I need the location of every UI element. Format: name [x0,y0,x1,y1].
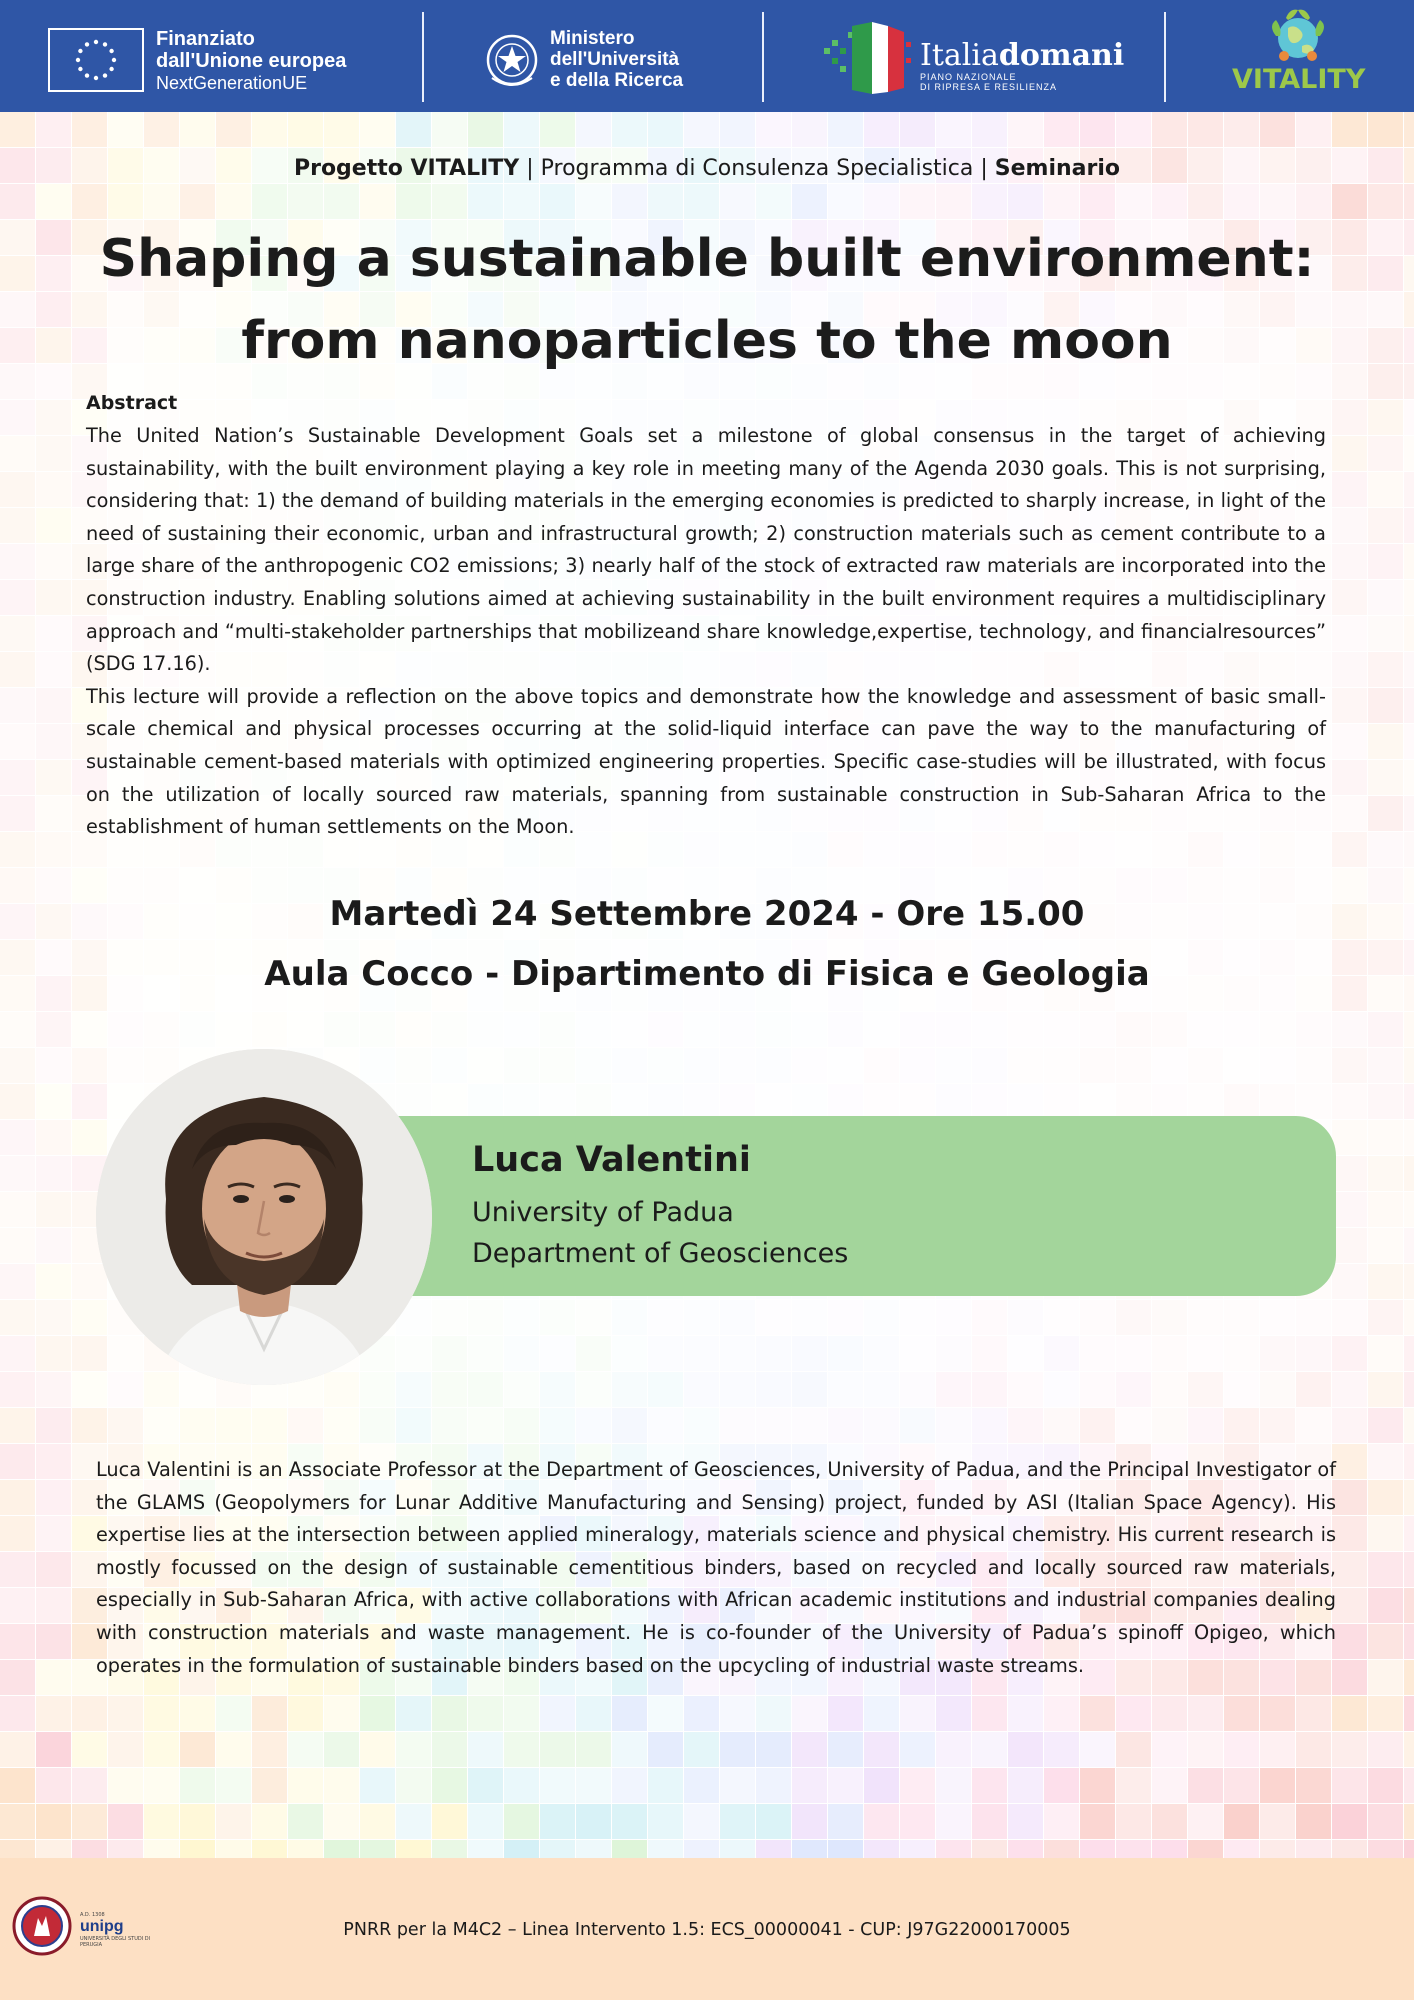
ministry-line-2: dell'Università [550,49,680,70]
kicker-project: Progetto VITALITY [293,156,520,181]
abstract-heading: Abstract [86,392,178,414]
italiadomani-word-light: Italia [920,38,999,73]
title-line-2: from nanoparticles to the moon [241,311,1173,371]
ministry-line-1: Ministero [550,28,635,49]
funding-reference: PNRR per la M4C2 – Linea Intervento 1.5: ECS_00000041 - CUP: J97G22000170005 [343,1920,1071,1940]
page-title [80,218,1334,382]
speaker-affiliation [472,1192,848,1274]
italiadomani-sub-1: PIANO NAZIONALE [920,72,1017,82]
speaker-bio: Luca Valentini is an Associate Professor at the Department of Geosciences, University of Padua, and the Principal Investigator of the GLAMS (Geopolymers for Lunar Additive Manufacturing and Sensing) project, funded by ASI (Italian Space Agency). His expertise lies at the intersection between applied mineralogy, materials science and physical chemistry. His current research is mostly focussed on the design of sustainable cementitious binders, based on recycled and locally sourced raw materials, especially in Sub-Saharan Africa, with active collaborations with African academic institutions and industrial companies dealing with construction materials and waste management. He is co-founder of the University of Padua’s spinoff Opigeo, which operates in the formulation of sustainable binders based on the upcycling of industrial waste streams. [96,1458,1336,1677]
eu-line-3: NextGenerationUE [156,73,308,93]
ministry-line-3: e della Ricerca [550,70,684,91]
eu-line-1: Finanziato [156,28,255,50]
speaker-name: Luca Valentini [472,1140,751,1180]
event-date: Martedì 24 Settembre 2024 - Ore 15.00 [329,894,1085,934]
unipg-subtitle: UNIVERSITÀ DEGLI STUDI DI PERUGIA [80,1936,151,1948]
vitality-wordmark: VITALITY [1232,64,1366,95]
abstract-paragraph-2: This lecture will provide a reflection on the above topics and demonstrate how the knowledge and assessment of basic small-scale chemical and physical processes occurring at the solid-liquid interface can pave the way to the manufacturing of sustainable cement-based materials with optimized engineering properties. Specific case-studies will be illustrated, with focus on the utilization of locally sourced raw materials, spanning from sustainable construction in Sub-Saharan Africa to the establishment of human settlements on the Moon. [86,684,1326,839]
abstract-body [86,420,1326,844]
abstract-paragraph-1: The United Nation’s Sustainable Development Goals set a milestone of global consensus in the target of achieving sustainability, with the built environment playing a key role in meeting many of the Agenda 2030 goals. This is not surprising, considering that: 1) the demand of building materials in the emerging economies is predicted to sharply increase, in light of the need of sustaining their economic, urban and infrastructural growth; 2) construction materials such as cement contribute to a large share of the anthropogenic CO2 emissions; 3) nearly half of the stock of extracted raw materials are incorporated into the construction industry. Enabling solutions aimed at achieving sustainability in the built environment requires a multidisciplinary approach and “multi-stakeholder partnerships that mobilizeand share knowledge,expertise, technology, and financialresources” (SDG 17.16). [86,424,1326,676]
unipg-year: A.D. 1308 [80,1912,105,1918]
italiadomani-word-bold: domani [998,38,1125,73]
event-location: Aula Cocco - Dipartimento di Fisica e Geologia [264,954,1150,994]
unipg-wordmark: unipg [80,1918,124,1935]
title-line-1: Shaping a sustainable built environment: [99,229,1315,289]
kicker-type: Seminario [994,156,1121,181]
italiadomani-sub-2: DI RIPRESA E RESILIENZA [920,82,1058,92]
kicker-separator: | [519,156,541,181]
kicker-line [0,156,1414,181]
kicker-program: Programma di Consulenza Specialistica [540,156,974,181]
eu-line-2: dall'Unione europea [156,50,347,72]
speaker-department: Department of Geosciences [472,1238,849,1269]
footer [0,1858,1414,2000]
speaker-university: University of Padua [472,1197,734,1228]
speaker-photo [96,1049,432,1385]
kicker-separator: | [973,156,995,181]
